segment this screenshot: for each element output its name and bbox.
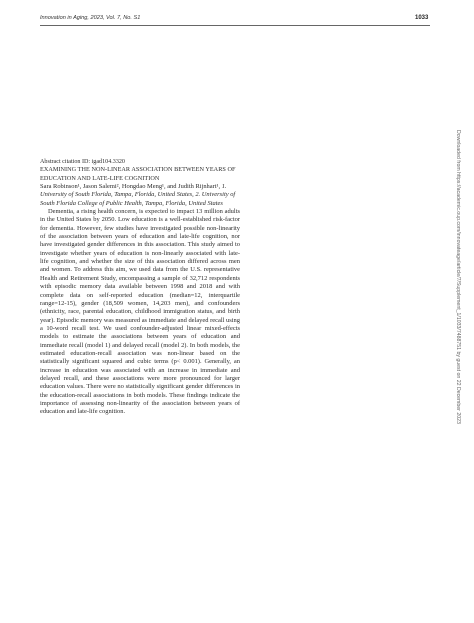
abstract-body: Dementia, a rising health concern, is expected to impact 13 million adults in the United States by 2050. Low education is a well-established risk-factor for dementia. However, few studies have investigated possible non-linearity of the association between years of education and late-life cognition, nor have investigated gender differences in this association. This study aimed to investigate whether years of education is non-linearly associated with late-life cognition, and whether the size of this association differed across men and women. To address this aim, we used data from the U.S. representative Health and Retirement Study, encompassing a sample of 32,712 respondents with episodic memory data available between 1998 and 2018 and with complete data on self-reported education (median=12, interquartile range=12-15), gender (18,509 women, 14,203 men), and confounders (ethnicity, race, parental education, childhood immigration status, and birth year). Episodic memory was measured as immediate and delayed recall using a 10-word recall test. We used confounder-adjusted linear mixed-effects models to estimate the associations between years of education and immediate recall (model 1) and delayed recall (model 2). In both models, the estimated education-recall association was non-linear based on the statistically significant squared and cubic terms (p< 0.001). Generally, an increase in education was associated with an increase in immediate and delayed recall, and these associations were more pronounced for larger education values. There were no statistically significant gender differences in the education-recall associations in both models. These findings indicate the importance of assessing non-linearity of the association between years of education and late-life cognition. — [40, 208, 240, 416]
journal-header: Innovation in Aging, 2023, Vol. 7, No. S1 — [40, 15, 141, 21]
abstract-citation-id: Abstract citation ID: igad104.3320 — [40, 159, 125, 165]
abstract-author-block — [40, 183, 240, 208]
abstract-affiliations: 1. University of South Florida, Tampa, Florida, United States, 2. University of South Florida College of Public Health, Tampa, Florida, United States — [40, 183, 236, 207]
page-number: 1033 — [415, 15, 429, 21]
abstract-block — [40, 158, 240, 417]
download-watermark: Downloaded from https://academic.oup.com/innovateage/article/7/Supplement_1/1033/7488751 by guest on 22 December 2023 — [455, 130, 461, 424]
abstract-title: EXAMINING THE NON-LINEAR ASSOCIATION BETWEEN YEARS OF EDUCATION AND LATE-LIFE COGNITION — [40, 166, 236, 182]
abstract-authors: Sara Robinson¹, Jason Salemi², Hongdao Meng¹, and Judith Rijnhart¹, — [40, 183, 221, 191]
header-rule — [40, 25, 430, 26]
